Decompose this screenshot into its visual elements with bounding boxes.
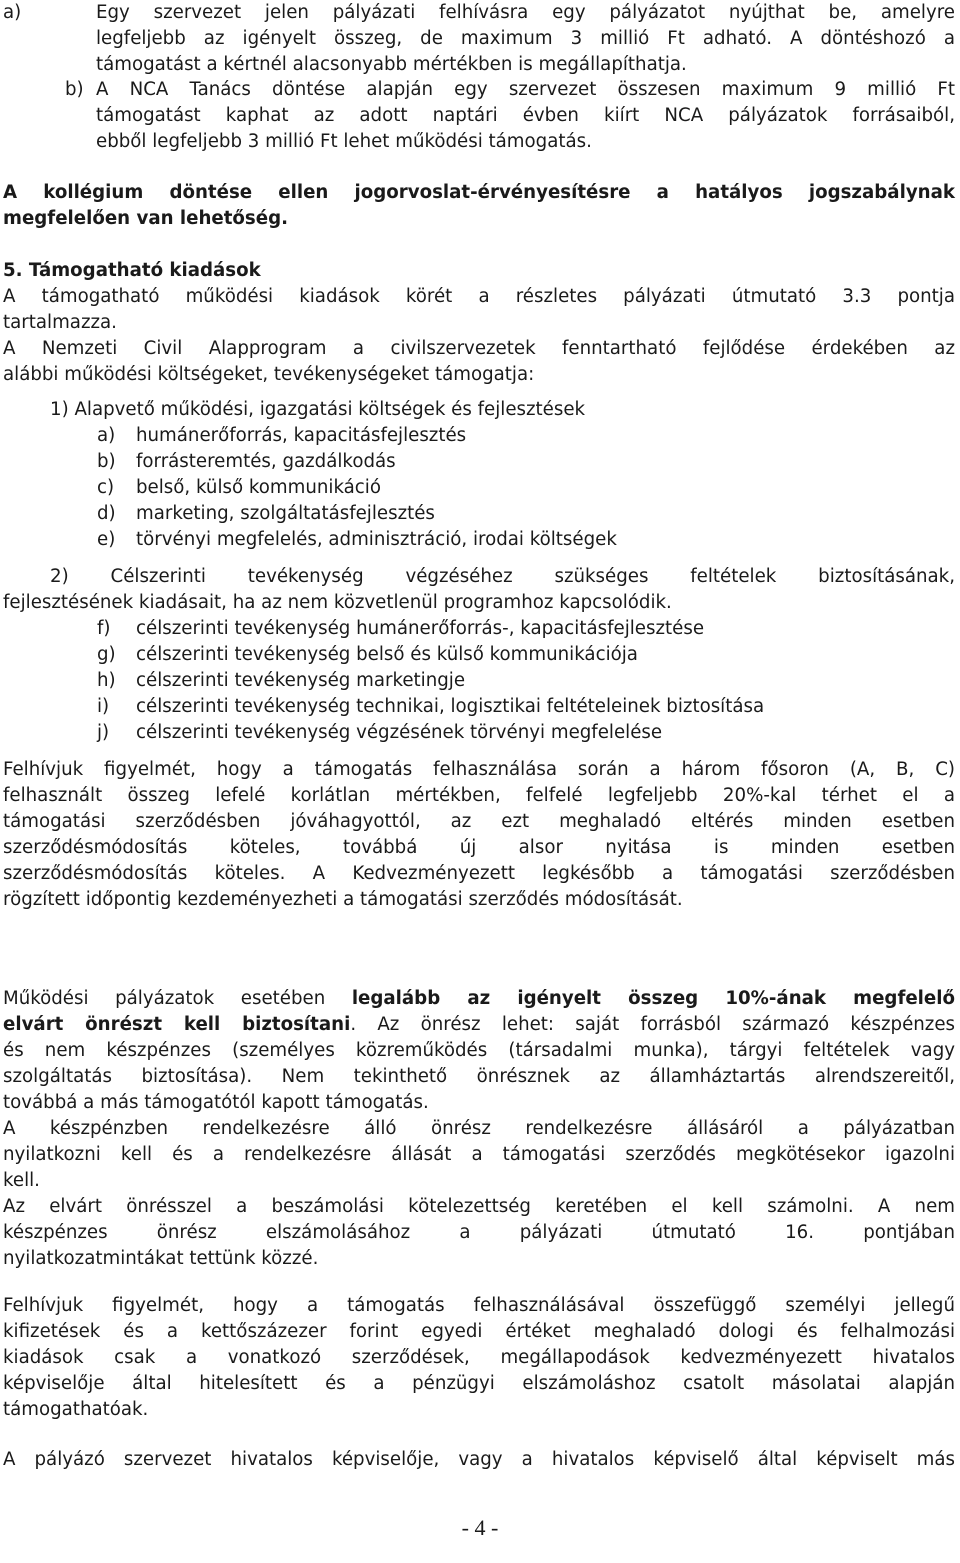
list-item bbox=[97, 501, 955, 527]
list-label: d) bbox=[97, 503, 116, 524]
text-line: ebből legfeljebb 3 millió Ft lehet működési támogatás. bbox=[96, 131, 592, 152]
list-item bbox=[97, 616, 955, 642]
list-item bbox=[97, 642, 955, 668]
list-text: marketing, szolgáltatásfejlesztés bbox=[136, 503, 435, 524]
section-5 bbox=[3, 258, 955, 388]
text-line: készpénzes önrész elszámolásához a pályázati útmutató 16. pontjában bbox=[3, 1222, 955, 1243]
text-line: és nem készpénzes (személyes közreműködés (társadalmi munka), tárgyi feltételek vagy bbox=[3, 1040, 955, 1061]
text-line bbox=[3, 1012, 955, 1038]
list-item bbox=[97, 423, 955, 449]
list-2 bbox=[3, 564, 955, 746]
list-item bbox=[97, 527, 955, 553]
text-line: támogatási szerződésben jóváhagyottól, az ezt meghaladó eltérés minden esetben bbox=[3, 811, 955, 832]
list-label: e) bbox=[97, 529, 116, 550]
list-label: c) bbox=[97, 477, 115, 498]
list-label: h) bbox=[97, 670, 116, 691]
text-line: szerződésmódosítás köteles. A Kedvezményezett legkésőbb a támogatási szerződésben bbox=[3, 863, 955, 884]
kollegium-paragraph bbox=[3, 180, 955, 232]
list-text: forrásteremtés, gazdálkodás bbox=[136, 451, 396, 472]
list-item bbox=[97, 694, 955, 720]
text-line: támogatást kaphat az adott naptári évben kiírt NCA pályázatok forrásaiból, bbox=[96, 105, 955, 126]
list-label: f) bbox=[97, 618, 111, 639]
text-line: kifizetések és a kettőszázezer forint egyedi értéket meghaladó dologi és felhalmozási bbox=[3, 1321, 955, 1342]
page-number: - 4 - bbox=[461, 1515, 499, 1540]
list-item bbox=[97, 475, 955, 501]
text-line: Az elvárt önrésszel a beszámolási kötelezettség keretében el kell számolni. A nem bbox=[3, 1196, 955, 1217]
text-line: szolgáltatás biztosítása). Nem tekinthető önrésznek az államháztartás alrendszereitől, bbox=[3, 1066, 955, 1087]
list-label: j) bbox=[97, 722, 110, 743]
text-line: A kollégium döntése ellen jogorvoslat-érvényesítésre a hatályos jogszabálynak bbox=[3, 182, 955, 203]
felhivjuk-paragraph-2 bbox=[3, 1293, 955, 1423]
list-text: célszerinti tevékenység belső és külső kommunikációja bbox=[136, 644, 638, 665]
list-label: i) bbox=[97, 696, 110, 717]
text-line: megfelelően van lehetőség. bbox=[3, 208, 289, 229]
text-line: Felhívjuk figyelmét, hogy a támogatás felhasználása során a három fősoron (A, B, C) bbox=[3, 759, 955, 780]
text-run: Működési pályázatok esetében bbox=[3, 988, 352, 1009]
text-line bbox=[3, 986, 955, 1012]
list-text: célszerinti tevékenység végzésének törvényi megfelelése bbox=[136, 722, 663, 743]
list-label: g) bbox=[97, 644, 116, 665]
text-line: szerződésmódosítás köteles, továbbá új alsor nyitása is minden esetben bbox=[3, 837, 955, 858]
text-line: továbbá a más támogatótól kapott támogatás. bbox=[3, 1092, 429, 1113]
text-line: képviselője által hitelesített és a pénzügyi elszámoláshoz csatolt másolatai alapján bbox=[3, 1373, 955, 1394]
text-line: A készpénzben rendelkezésre álló önrész rendelkezésre állásáról a pályázatban bbox=[3, 1118, 955, 1139]
text-line: A támogatható működési kiadások körét a részletes pályázati útmutató 3.3 pontja bbox=[3, 286, 955, 307]
bold-text-run: legalább az igényelt összeg 10%-ának megfelelő bbox=[351, 988, 955, 1009]
list-label: b) bbox=[97, 451, 116, 472]
list-text: humánerőforrás, kapacitásfejlesztés bbox=[136, 425, 467, 446]
list-text: célszerinti tevékenység marketingje bbox=[136, 670, 466, 691]
text-line: A pályázó szervezet hivatalos képviselője, vagy a hivatalos képviselő által képviselt más bbox=[3, 1449, 955, 1470]
list-text: belső, külső kommunikáció bbox=[136, 477, 381, 498]
list-1 bbox=[50, 397, 955, 553]
section-heading: 5. Támogatható kiadások bbox=[3, 260, 261, 281]
text-line: támogathatóak. bbox=[3, 1399, 149, 1420]
text-line: legfeljebb az igényelt összeg, de maximum 3 millió Ft adható. A döntéshozó a bbox=[96, 28, 955, 49]
text-line: nyilatkozatmintákat tettünk közzé. bbox=[3, 1248, 319, 1269]
intro-item-a bbox=[3, 0, 955, 78]
list-item bbox=[97, 668, 955, 694]
list-1-items bbox=[50, 423, 955, 553]
onresz-paragraph bbox=[3, 986, 955, 1272]
intro-item-b bbox=[65, 77, 955, 155]
text-line: alábbi működési költségeket, tevékenységeket támogatja: bbox=[3, 364, 535, 385]
text-line: rögzített időpontig kezdeményezheti a támogatási szerződés módosítását. bbox=[3, 889, 683, 910]
text-line: nyilatkozni kell és a rendelkezésre állását a támogatási szerződés megkötésekor igazolni bbox=[3, 1144, 955, 1165]
list-title: 2) Célszerinti tevékenység végzéséhez szükséges feltételek biztosításának, bbox=[50, 566, 955, 587]
felhivjuk-paragraph-1 bbox=[3, 757, 955, 913]
palyazo-paragraph bbox=[3, 1447, 955, 1473]
list-text: célszerinti tevékenység humánerőforrás-, kapacitásfejlesztése bbox=[136, 618, 705, 639]
text-line: támogatást a kértnél alacsonyabb mértékben is megállapíthatja. bbox=[96, 54, 687, 75]
list-item bbox=[97, 720, 955, 746]
text-line: A Nemzeti Civil Alapprogram a civilszervezetek fenntartható fejlődése érdekében az bbox=[3, 338, 955, 359]
text-line: felhasznált összeg lefelé korlátlan mértékben, felfelé legfeljebb 20%-kal térhet el a bbox=[3, 785, 955, 806]
list-label: a) bbox=[3, 2, 22, 23]
list-text: törvényi megfelelés, adminisztráció, irodai költségek bbox=[136, 529, 617, 550]
text-line: kiadások csak a vonatkozó szerződések, megállapodások kedvezményezett hivatalos bbox=[3, 1347, 955, 1368]
bold-text-run: elvárt önrészt kell biztosítani bbox=[3, 1014, 351, 1035]
list-title: fejlesztésének kiadásait, ha az nem közvetlenül programhoz kapcsolódik. bbox=[3, 592, 672, 613]
list-text: célszerinti tevékenység technikai, logisztikai feltételeinek biztosítása bbox=[136, 696, 765, 717]
list-2-items bbox=[3, 616, 955, 746]
text-run: . Az önrész lehet: saját forrásból származó készpénzes bbox=[350, 1014, 955, 1035]
text-line: tartalmazza. bbox=[3, 312, 117, 333]
text-line: Felhívjuk figyelmét, hogy a támogatás felhasználásával összefüggő személyi jellegű bbox=[3, 1295, 955, 1316]
text-line: A NCA Tanács döntése alapján egy szervezet összesen maximum 9 millió Ft bbox=[96, 79, 955, 100]
list-title: 1) Alapvető működési, igazgatási költségek és fejlesztések bbox=[50, 399, 586, 420]
list-label: b) bbox=[65, 79, 84, 100]
list-item bbox=[97, 449, 955, 475]
text-line: kell. bbox=[3, 1170, 40, 1191]
text-line: Egy szervezet jelen pályázati felhívásra egy pályázatot nyújthat be, amelyre bbox=[96, 2, 955, 23]
list-label: a) bbox=[97, 425, 116, 446]
